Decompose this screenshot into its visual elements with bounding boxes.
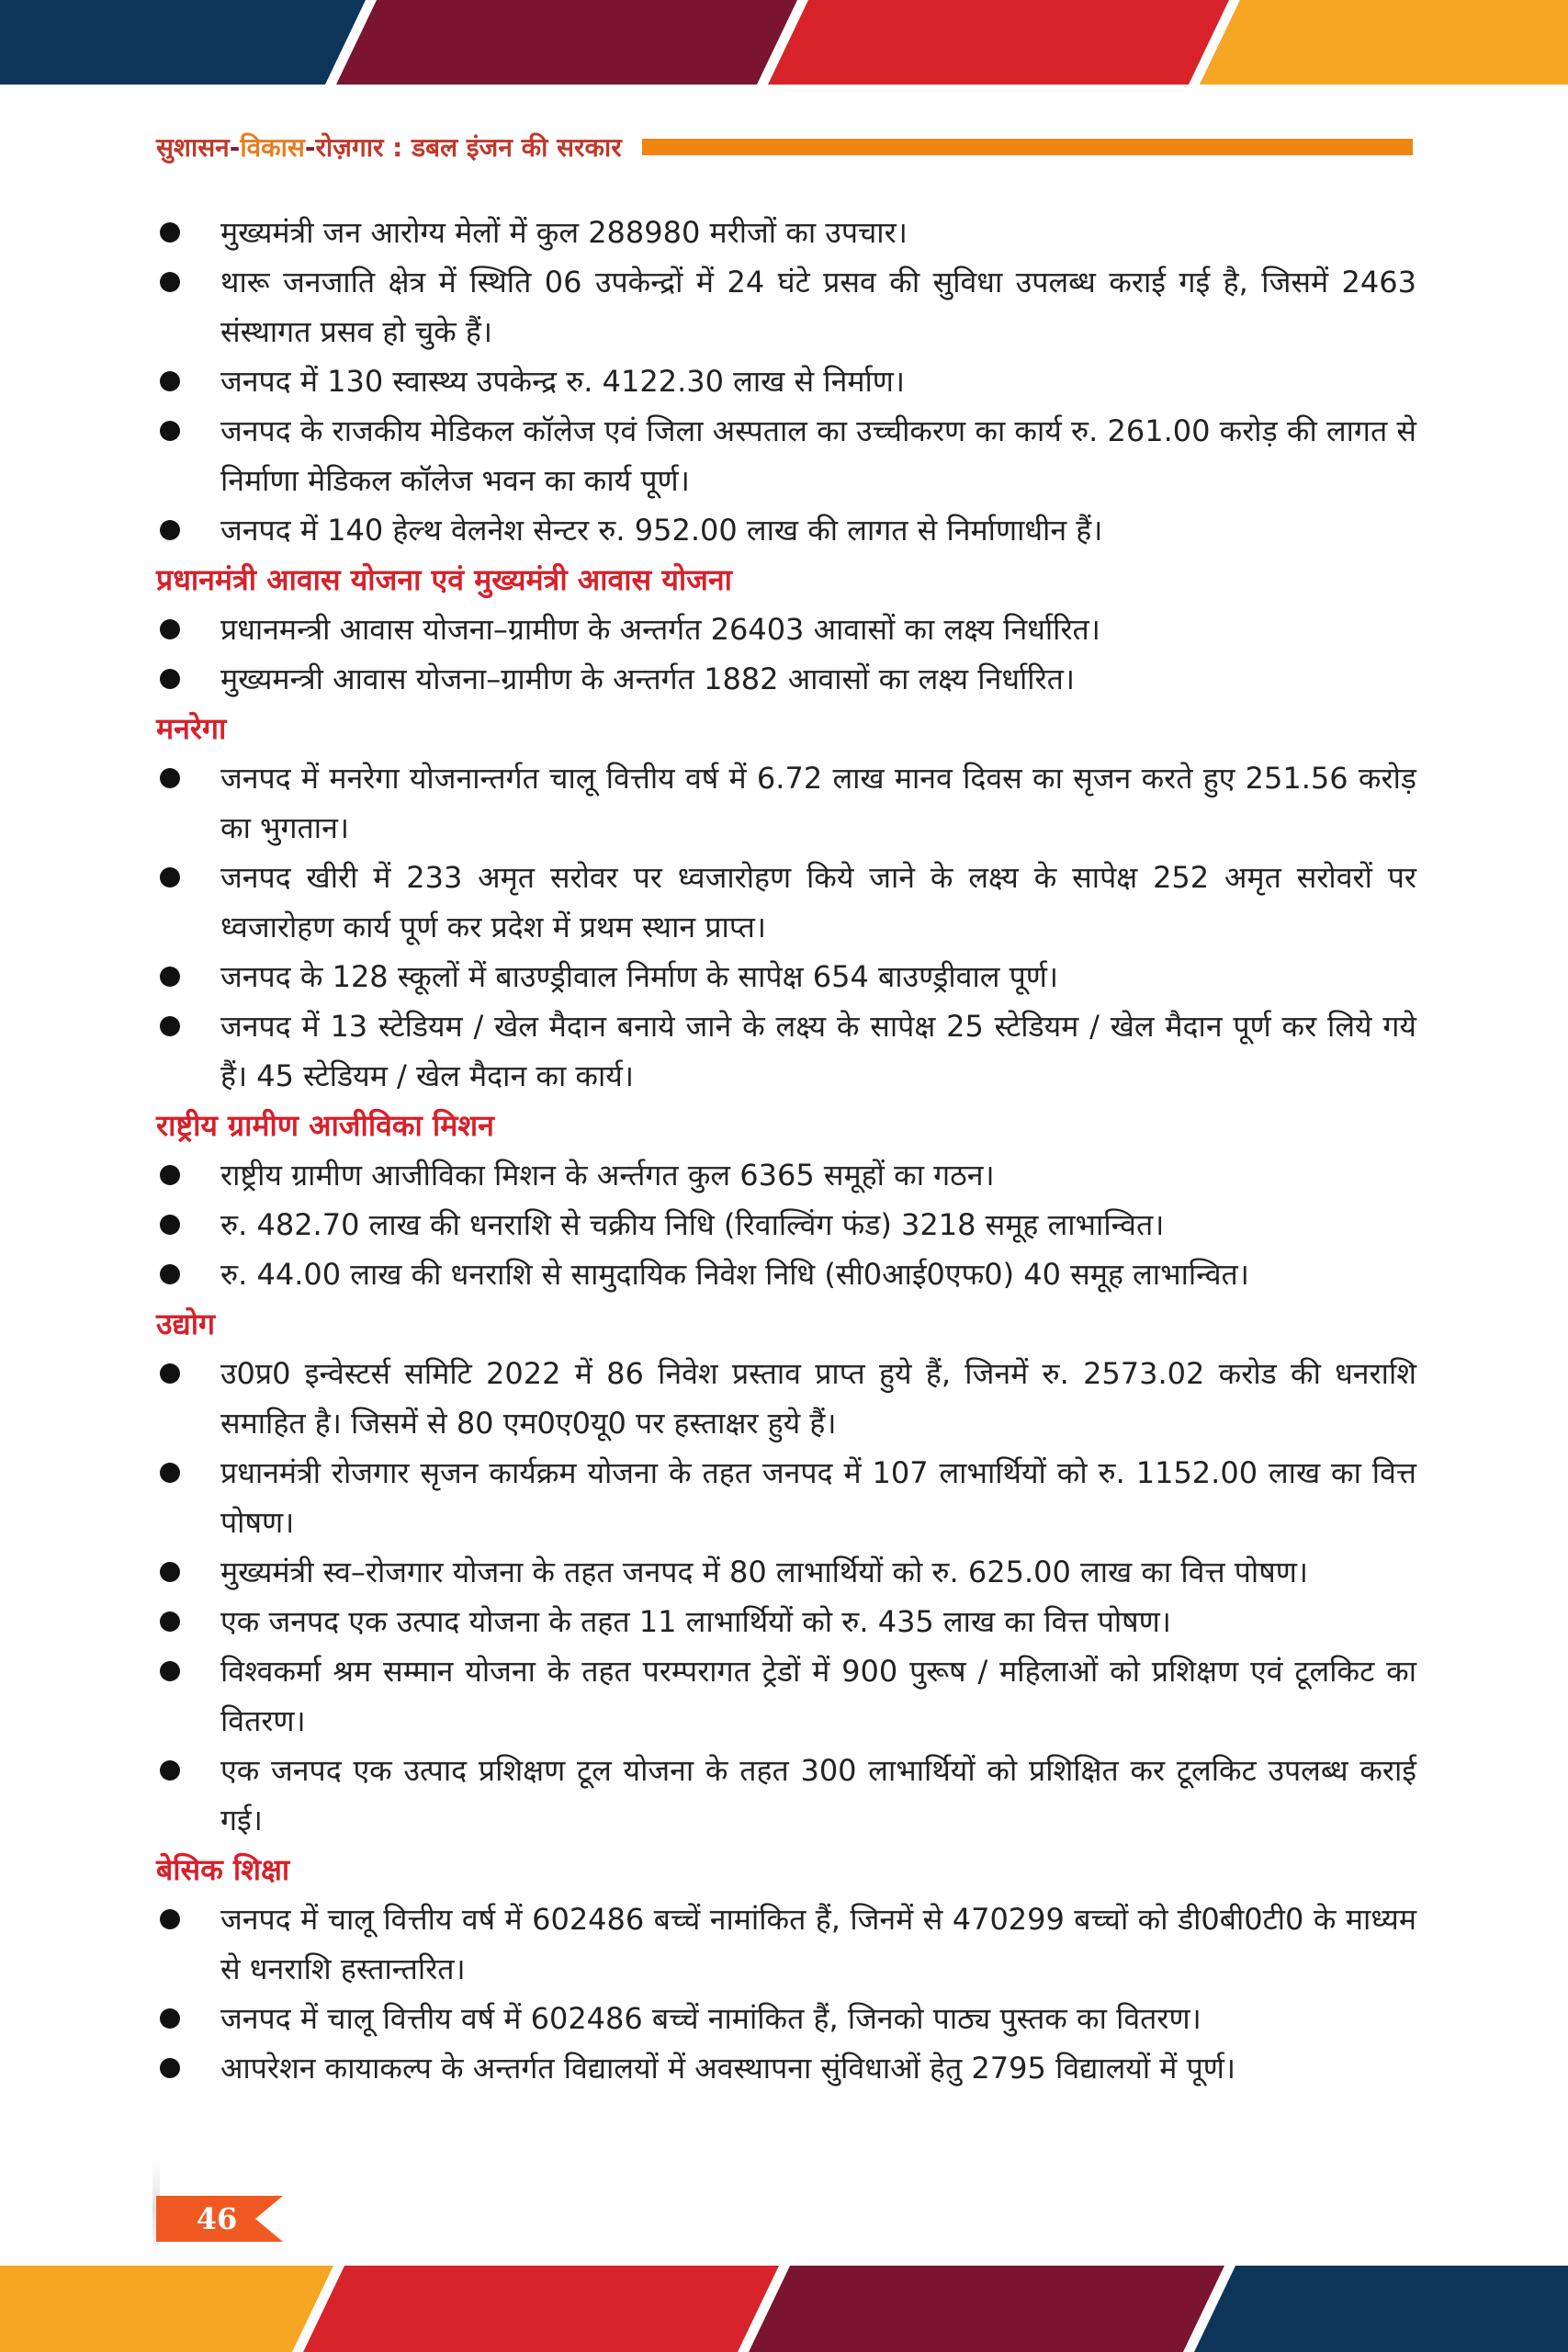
bullet-item bbox=[156, 257, 1416, 356]
bullet-dot-icon bbox=[160, 1215, 180, 1235]
bullet-item bbox=[156, 1200, 1416, 1250]
bullet-dot-icon bbox=[160, 272, 180, 292]
page-number-tab bbox=[156, 2196, 283, 2242]
bullet-dot-icon bbox=[160, 421, 180, 441]
bullet-dot-icon bbox=[160, 1661, 180, 1681]
bullet-text: मुख्यमन्त्री आवास योजना–ग्रामीण के अन्तर्गत 1882 आवासों का लक्ष्य निर्धारित। bbox=[220, 662, 1076, 696]
bullet-item bbox=[156, 1894, 1416, 1994]
bullet-item bbox=[156, 1994, 1416, 2043]
bullet-item bbox=[156, 1349, 1416, 1448]
bullet-dot-icon bbox=[160, 1363, 180, 1384]
bullet-dot-icon bbox=[160, 1016, 180, 1036]
bullet-text: मुख्यमंत्री जन आरोग्य मेलों में कुल 288980 मरीजों का उपचार। bbox=[220, 215, 908, 250]
bullet-text: प्रधानमन्त्री आवास योजना–ग्रामीण के अन्तर्गत 26403 आवासों का लक्ष्य निर्धारित। bbox=[220, 612, 1100, 647]
bullet-item bbox=[156, 356, 1416, 406]
bullet-text: राष्ट्रीय ग्रामीण आजीविका मिशन के अर्न्तगत कुल 6365 समूहों का गठन। bbox=[220, 1158, 995, 1193]
section-heading: प्रधानमंत्री आवास योजना एवं मुख्यमंत्री आवास योजना bbox=[156, 562, 732, 597]
header-title: सुशासन-विकास-रोज़गार : डबल इंजन की सरकार bbox=[156, 132, 622, 163]
bullet-item bbox=[156, 406, 1416, 505]
bullet-dot-icon bbox=[160, 2008, 180, 2029]
bullet-dot-icon bbox=[160, 222, 180, 243]
header-rule bbox=[642, 139, 1413, 155]
bullet-text: जनपद खीरी में 233 अमृत सरोवर पर ध्वजारोहण किये जाने के लक्ष्य के सापेक्ष 252 अमृत सरोवरों पर ध्वजारोहण कार्य पूर्ण कर प्रदेश में प्रथम स्थान प्राप्त। bbox=[220, 860, 1416, 944]
bullet-dot-icon bbox=[160, 2058, 180, 2078]
page-number: 46 bbox=[196, 2201, 238, 2236]
bullet-text: जनपद के 128 स्कूलों में बाउण्ड्रीवाल निर्माण के सापेक्ष 654 बाउण्ड्रीवाल पूर्ण। bbox=[220, 959, 1059, 994]
bullet-text: जनपद में चालू वित्तीय वर्ष में 602486 बच्चें नामांकित हैं, जिनमें से 470299 बच्चों को डी0बी0टी0 के माध्यम से धनराशि हस्तान्तरित। bbox=[220, 1902, 1416, 1986]
bullet-dot-icon bbox=[160, 867, 180, 888]
bullet-item bbox=[156, 952, 1416, 1001]
top-color-band bbox=[0, 0, 1568, 85]
bullet-item bbox=[156, 1646, 1416, 1746]
bullet-dot-icon bbox=[160, 1760, 180, 1781]
bullet-item bbox=[156, 853, 1416, 952]
bullet-text: विश्वकर्मा श्रम सम्मान योजना के तहत परम्परागत ट्रेडों में 900 पुरूष / महिलाओं को प्रशिक्षण एवं टूलकिट का वितरण। bbox=[220, 1654, 1416, 1738]
bullet-text: रु. 482.70 लाख की धनराशि से चक्रीय निधि (रिवाल्विंग फंड) 3218 समूह लाभान्वित। bbox=[220, 1207, 1165, 1242]
page-body bbox=[156, 208, 1416, 2093]
bullet-dot-icon bbox=[160, 967, 180, 987]
bullet-text: जनपद में 130 स्वास्थ्य उपकेन्द्र रु. 4122.30 लाख से निर्माण। bbox=[220, 364, 906, 399]
bullet-dot-icon bbox=[160, 1264, 180, 1284]
bullet-item bbox=[156, 1001, 1416, 1101]
bullet-item bbox=[156, 1746, 1416, 1845]
bullet-text: रु. 44.00 लाख की धनराशि से सामुदायिक निवेश निधि (सी0आई0एफ0) 40 समूह लाभान्वित। bbox=[220, 1257, 1249, 1292]
bullet-text: जनपद में 140 हेल्थ वेलनेश सेन्टर रु. 952.00 लाख की लागत से निर्माणाधीन हैं। bbox=[220, 513, 1103, 548]
bullet-item bbox=[156, 505, 1416, 555]
section-heading: राष्ट्रीय ग्रामीण आजीविका मिशन bbox=[156, 1108, 494, 1143]
bullet-text: एक जनपद एक उत्पाद योजना के तहत 11 लाभार्थियों को रु. 435 लाख का वित्त पोषण। bbox=[220, 1604, 1171, 1639]
bullet-item bbox=[156, 1448, 1416, 1547]
bullet-text: जनपद में 13 स्टेडियम / खेल मैदान बनाये जाने के लक्ष्य के सापेक्ष 25 स्टेडियम / खेल मैदान पूर्ण कर लिये गये हैं। 45 स्टेडियम / खेल मैदान का कार्य। bbox=[220, 1009, 1416, 1093]
bullet-dot-icon bbox=[160, 1611, 180, 1632]
bullet-text: प्रधानमंत्री रोजगार सृजन कार्यक्रम योजना के तहत जनपद में 107 लाभार्थियों को रु. 1152.00 लाख का वित्त पोषण। bbox=[220, 1455, 1416, 1540]
bullet-item bbox=[156, 605, 1416, 654]
bullet-dot-icon bbox=[160, 619, 180, 639]
bullet-item bbox=[156, 753, 1416, 853]
bullet-dot-icon bbox=[160, 520, 180, 540]
bullet-text: उ0प्र0 इन्वेस्टर्स समिटि 2022 में 86 निवेश प्रस्ताव प्राप्त हुये हैं, जिनमें रु. 2573.02 करोड की धनराशि समाहित है। जिसमें से 80 एम0ए0यू0 पर हस्ताक्षर हुये हैं। bbox=[220, 1356, 1416, 1441]
running-header bbox=[156, 127, 1413, 167]
bullet-item bbox=[156, 1150, 1416, 1200]
bullet-dot-icon bbox=[160, 1909, 180, 1929]
section-heading: बेसिक शिक्षा bbox=[156, 1852, 290, 1887]
bullet-item bbox=[156, 208, 1416, 257]
bullet-item bbox=[156, 2043, 1416, 2093]
bullet-text: थारू जनजाति क्षेत्र में स्थिति 06 उपकेन्द्रों में 24 घंटे प्रसव की सुविधा उपलब्ध कराई गई है, जिसमें 2463 संस्थागत प्रसव हो चुके हैं। bbox=[220, 265, 1416, 349]
bullet-item bbox=[156, 1547, 1416, 1597]
bullet-item bbox=[156, 654, 1416, 704]
bullet-dot-icon bbox=[160, 1562, 180, 1582]
bullet-text: आपरेशन कायाकल्प के अन्तर्गत विद्यालयों में अवस्थापना सुंविधाओं हेतु 2795 विद्यालयों में पूर्ण। bbox=[220, 2051, 1236, 2086]
bullet-text: एक जनपद एक उत्पाद प्रशिक्षण टूल योजना के तहत 300 लाभार्थियों को प्रशिक्षित कर टूलकिट उपलब्ध कराई गई। bbox=[220, 1753, 1416, 1838]
bullet-text: मुख्यमंत्री स्व–रोजगार योजना के तहत जनपद में 80 लाभार्थियों को रु. 625.00 लाख का वित्त पोषण। bbox=[220, 1555, 1308, 1589]
bottom-color-band bbox=[0, 2266, 1568, 2352]
section-heading: मनरेगा bbox=[156, 711, 227, 746]
bullet-dot-icon bbox=[160, 669, 180, 689]
bullet-text: जनपद के राजकीय मेडिकल कॉलेज एवं जिला अस्पताल का उच्चीकरण का कार्य रु. 261.00 करोड़ की लागत से निर्माणा मेडिकल कॉलेज भवन का कार्य पूर्ण। bbox=[220, 413, 1416, 498]
bullet-item bbox=[156, 1250, 1416, 1299]
bullet-dot-icon bbox=[160, 1463, 180, 1483]
bullet-dot-icon bbox=[160, 1165, 180, 1185]
bullet-item bbox=[156, 1597, 1416, 1646]
section-heading: उद्योग bbox=[156, 1306, 216, 1341]
bullet-text: जनपद में चालू वित्तीय वर्ष में 602486 बच्चें नामांकित हैं, जिनको पाठ्य पुस्तक का वितरण। bbox=[220, 2001, 1201, 2036]
bullet-text: जनपद में मनरेगा योजनान्तर्गत चालू वित्तीय वर्ष में 6.72 लाख मानव दिवस का सृजन करते हुए 251.56 करोड़ का भुगतान। bbox=[220, 761, 1416, 845]
bullet-dot-icon bbox=[160, 371, 180, 391]
bullet-dot-icon bbox=[160, 768, 180, 788]
